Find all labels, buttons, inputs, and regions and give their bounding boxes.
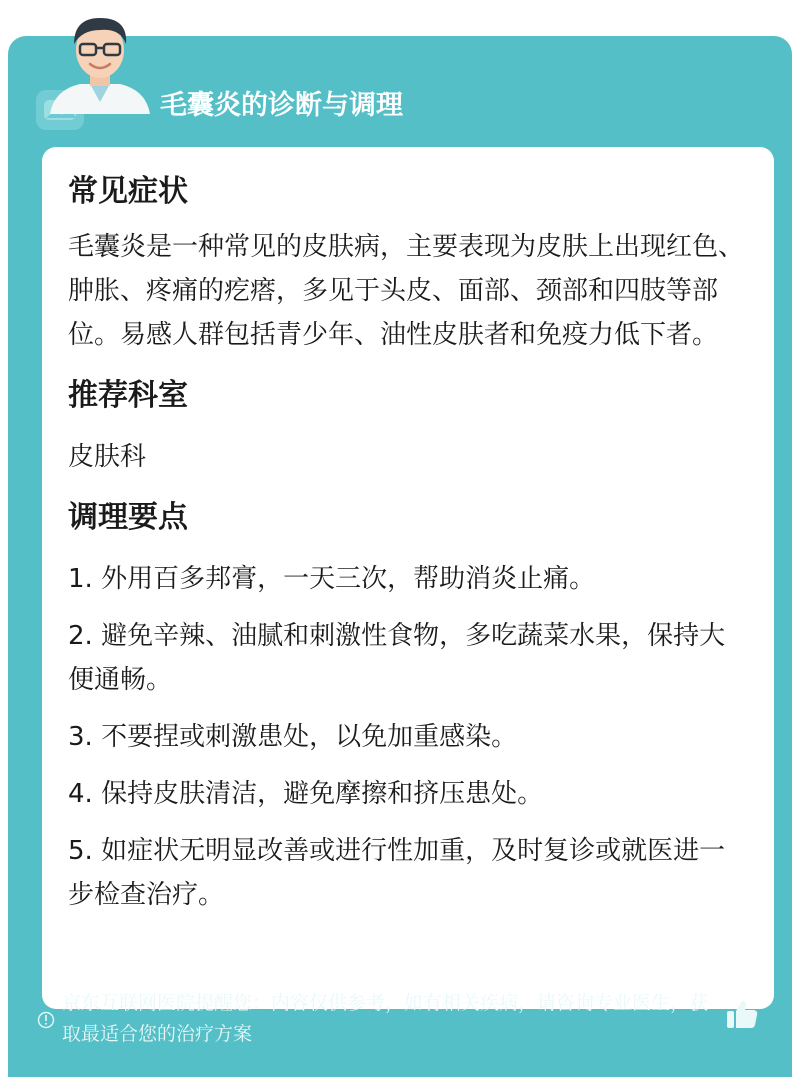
thumbs-up-icon[interactable] — [724, 996, 760, 1032]
section-title-care: 调理要点 — [68, 500, 188, 535]
main-frame — [8, 36, 792, 1077]
info-icon — [37, 1011, 55, 1029]
section-title-symptoms: 常见症状 — [68, 174, 188, 209]
list-item: 1. 外用百多邦膏，一天三次，帮助消炎止痛。 — [68, 564, 596, 594]
card-content — [68, 167, 748, 930]
list-item: 4. 保持皮肤清洁，避免摩擦和挤压患处。 — [68, 779, 544, 809]
doctor-avatar — [40, 6, 160, 114]
list-item: 5. 如症状无明显改善或进行性加重，及时复诊或就医进一步检查治疗。 — [68, 836, 726, 910]
department-text: 皮肤科 — [68, 442, 147, 472]
content-card — [42, 147, 774, 1009]
disclaimer-text: 京东互联网医院提醒您：内容仅供参考，如有相关疾病，请咨询专业医生，获取最适合您的治疗方案 — [62, 992, 709, 1045]
symptoms-text: 毛囊炎是一种常见的皮肤病，主要表现为皮肤上出现红色、肿胀、疼痛的疙瘩，多见于头皮、面部、颈部和四肢等部位。易感人群包括青少年、油性皮肤者和免疫力低下者。 — [68, 232, 745, 350]
care-list — [68, 557, 748, 917]
page-title: 毛囊炎的诊断与调理 — [160, 90, 403, 121]
section-title-department: 推荐科室 — [68, 378, 188, 413]
list-item: 3. 不要捏或刺激患处，以免加重感染。 — [68, 722, 518, 752]
list-item: 2. 避免辛辣、油腻和刺激性食物，多吃蔬菜水果，保持大便通畅。 — [68, 621, 726, 695]
